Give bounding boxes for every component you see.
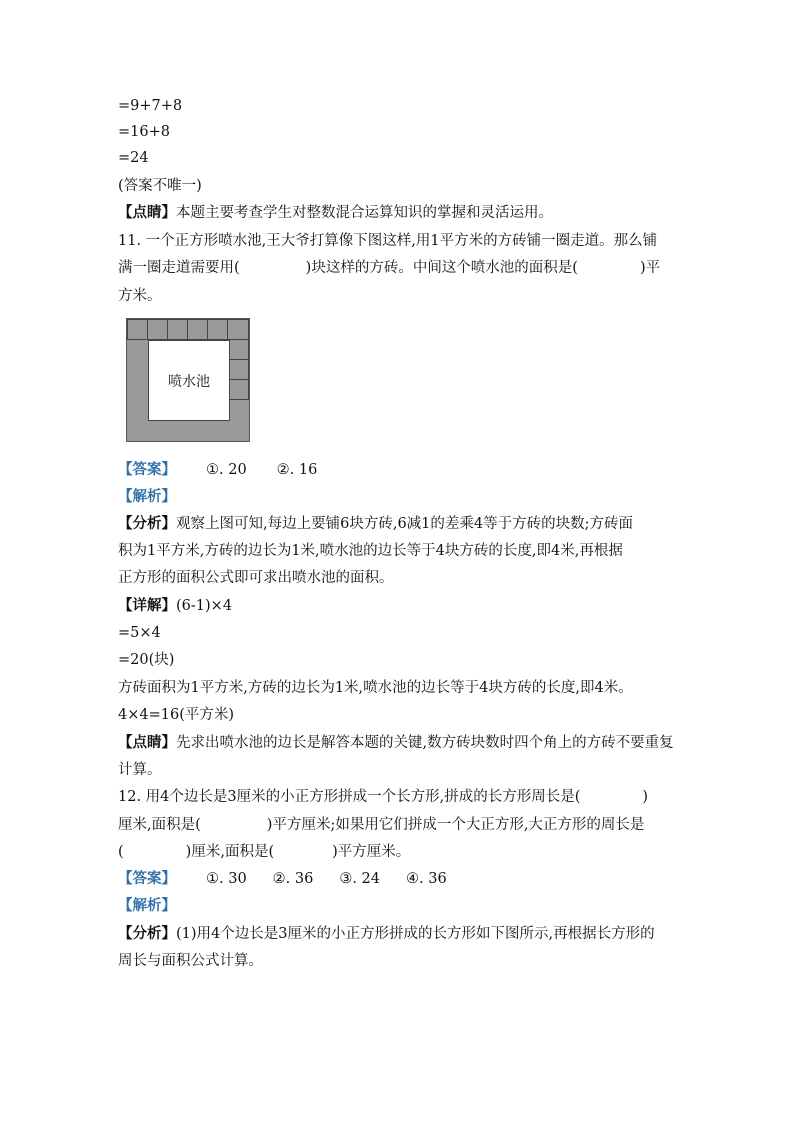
q12-line-2 <box>118 815 644 835</box>
answer-1: ①. 30 <box>206 871 247 887</box>
answer-4: ④. 36 <box>406 871 447 887</box>
q11-dianjing-2: 计算。 <box>118 762 162 778</box>
dianjing-tag: 【点睛】 <box>118 204 176 221</box>
tile <box>187 319 208 340</box>
q12-line-3 <box>118 842 410 862</box>
tile <box>227 319 249 340</box>
answer-1: ①. 20 <box>206 462 247 478</box>
tile <box>127 319 148 340</box>
dianjing-tag: 【点睛】 <box>118 734 176 751</box>
q11-line-1: 11. 一个正方形喷水池,王大爷打算像下图这样,用1平方米的方砖铺一圈走道。那么铺 <box>118 233 658 249</box>
tile <box>229 339 249 360</box>
q11-answer <box>118 460 317 480</box>
note-line: (答案不唯一) <box>118 178 202 194</box>
q12-text-part7: )平方厘米。 <box>332 844 411 860</box>
tile <box>229 359 249 380</box>
q12-text-part3: 厘米,面积是( <box>118 817 201 833</box>
q11-xiangjie-5: 4×4=16(平方米) <box>118 707 235 723</box>
q12-text-part6: )厘米,面积是( <box>185 844 275 860</box>
fenxi-text: 观察上图可知,每边上要铺6块方砖,6减1的差乘4等于方砖的块数;方砖面 <box>176 516 634 532</box>
tile <box>167 319 188 340</box>
answer-tag: 【答案】 <box>118 461 176 478</box>
q12-fenxi-2: 周长与面积公式计算。 <box>118 953 263 969</box>
q11-jiexi: 【解析】 <box>118 488 176 505</box>
q12-text-part1: 12. 用4个边长是3厘米的小正方形拼成一个长方形,拼成的长方形周长是( <box>118 789 581 805</box>
tile <box>229 379 249 400</box>
q12-text-part4: )平方厘米;如果用它们拼成一个大正方形,大正方形的周长是 <box>266 817 645 833</box>
q11-xiangjie-2: =5×4 <box>118 625 161 641</box>
fenxi-tag: 【分析】 <box>118 515 176 532</box>
answer-2: ②. 16 <box>276 462 318 478</box>
xiangjie-text: (6-1)×4 <box>176 598 233 614</box>
answer-tag: 【答案】 <box>118 870 176 887</box>
q11-xiangjie-1 <box>118 596 232 616</box>
q12-jiexi: 【解析】 <box>118 897 176 914</box>
q12-text-part5: ( <box>118 844 124 860</box>
q11-line-3: 方米。 <box>118 288 162 304</box>
q11-xiangjie-3: =20(块) <box>118 652 175 668</box>
q11-text-part1: 满一圈走道需要用( <box>118 260 240 276</box>
q12-fenxi-1 <box>118 924 655 944</box>
q11-fenxi-2: 积为1平方米,方砖的边长为1米,喷水池的边长等于4块方砖的长度,即4米,再根据 <box>118 543 623 559</box>
fenxi-text: (1)用4个边长是3厘米的小正方形拼成的长方形如下图所示,再根据长方形的 <box>176 926 655 942</box>
answer-2: ②. 36 <box>272 871 314 887</box>
q11-line-2 <box>118 258 660 278</box>
tile <box>207 319 228 340</box>
q11-dianjing-1 <box>118 733 674 753</box>
dianjing-10 <box>118 203 553 223</box>
tile <box>147 319 168 340</box>
answer-3: ③. 24 <box>339 871 381 887</box>
q11-xiangjie-4: 方砖面积为1平方米,方砖的边长为1米,喷水池的边长等于4块方砖的长度,即4米。 <box>118 680 633 696</box>
dianjing-text: 先求出喷水池的边长是解答本题的关键,数方砖块数时四个角上的方砖不要重复 <box>176 735 674 751</box>
dianjing-text: 本题主要考查学生对整数混合运算知识的掌握和灵活运用。 <box>176 205 553 221</box>
q11-text-part3: )平 <box>639 260 661 276</box>
q12-answer <box>118 869 447 889</box>
xiangjie-tag: 【详解】 <box>118 597 176 614</box>
q12-text-part2: ) <box>642 789 649 805</box>
q11-fenxi-3: 正方形的面积公式即可求出喷水池的面积。 <box>118 570 394 586</box>
pool-label: 喷水池 <box>148 340 230 421</box>
q11-fenxi-1 <box>118 514 633 534</box>
fenxi-tag: 【分析】 <box>118 925 176 942</box>
fountain-figure <box>126 318 250 442</box>
q12-line-1 <box>118 787 648 807</box>
q11-text-part2: )块这样的方砖。中间这个喷水池的面积是( <box>305 260 578 276</box>
calc-line-3: =24 <box>118 150 149 166</box>
calc-line-1: =9+7+8 <box>118 98 183 114</box>
calc-line-2: =16+8 <box>118 124 170 140</box>
